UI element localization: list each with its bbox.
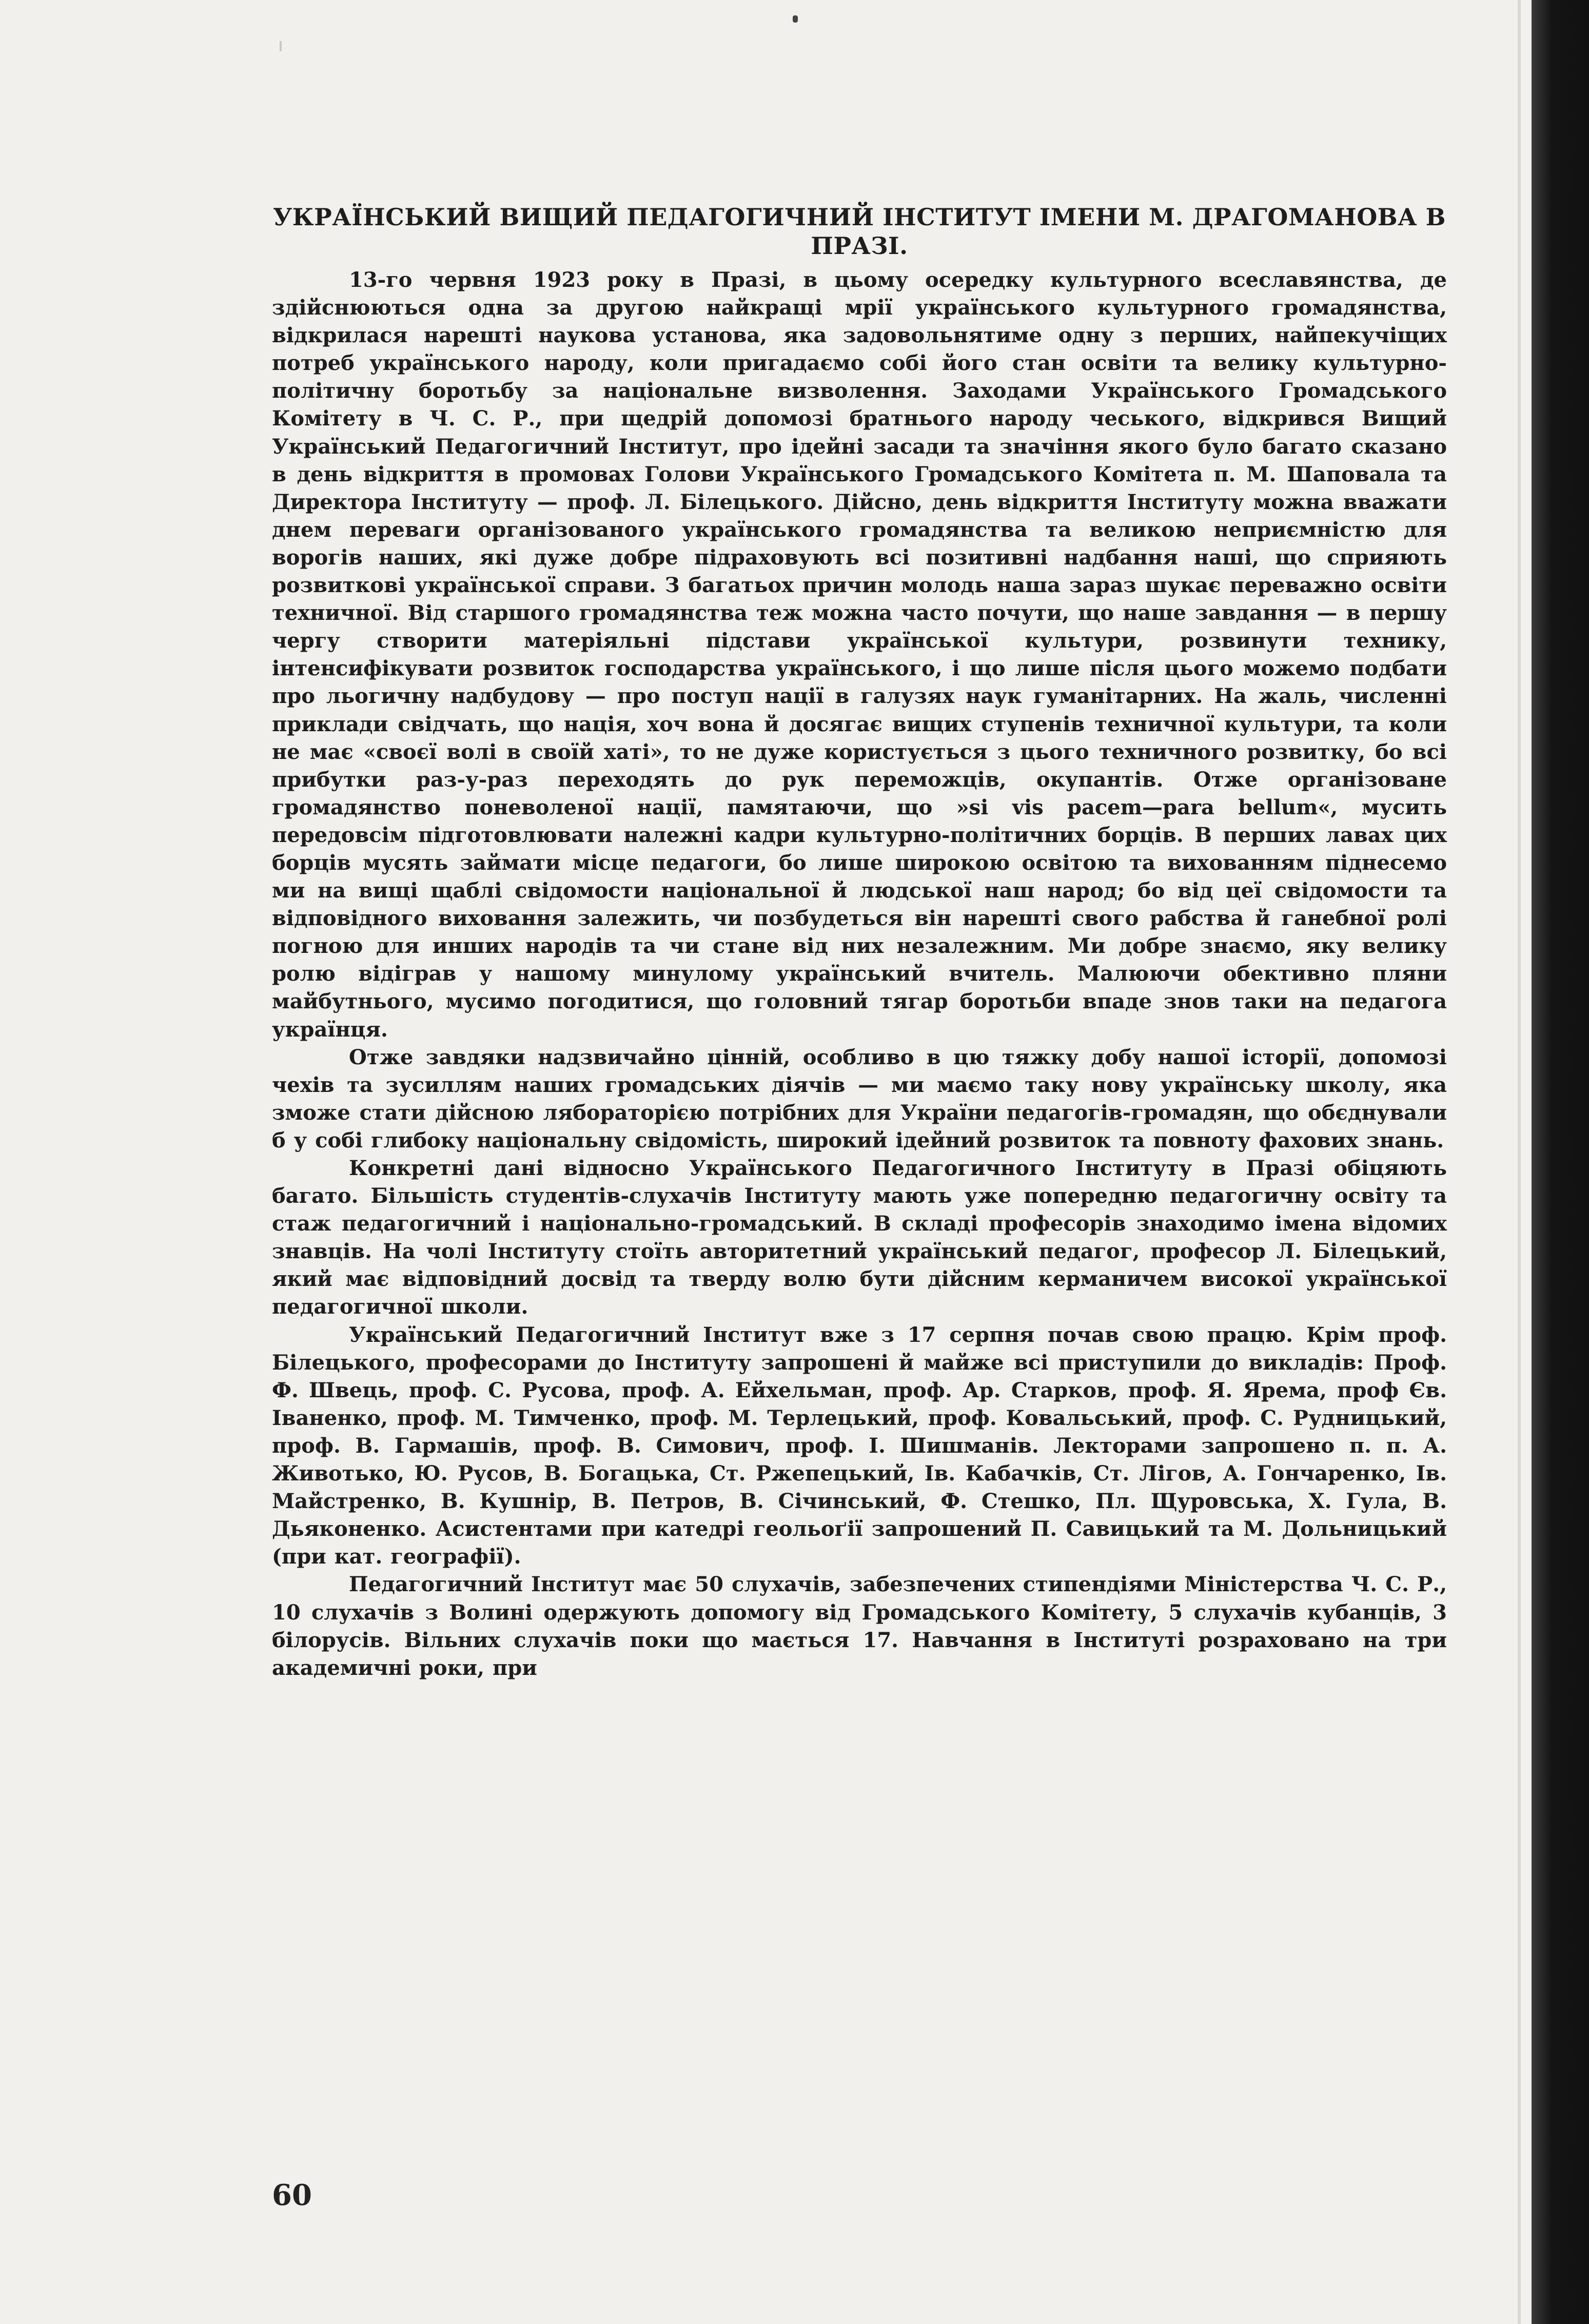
ink-speck — [793, 15, 798, 23]
page-mark — [280, 41, 282, 51]
scan-border — [1532, 0, 1589, 2324]
article — [272, 203, 1447, 1682]
paragraph-1: 13-го червня 1923 року в Празі, в цьому осередку культурного всеславянства, де здійснюються одна за другою найкращі мрії українського культурного громадянства, відкрилася нарешті наукова установа, яка задовольнятиме одну з перших, найпекучіщих потреб українського народу, коли пригадаємо собі його стан освіти та велику культурно-політичну боротьбу за національне визволення. Заходами Українського Громадського Комітету в Ч. С. Р., при щедрій допомозі братнього народу чеського, відкрився Вищий Український Педагогичний Інститут, про ідейні засади та значіння якого було багато сказано в день відкриття в промовах Голови Українського Громадського Комітета п. М. Шаповала та Директора Інституту — проф. Л. Білецького. Дійсно, день відкриття Інституту можна вважати днем переваги організованого українського громадянства та великою неприємністю для ворогів наших, які дуже добре підраховують всі позитивні надбання наші, що сприяють розвиткові української справи. З багатьох причин молодь наша зараз шукає переважно освіти техничної. Від старшого громадянства теж можна часто почути, що наше завдання — в першу чергу створити матеріяльні підстави української культури, розвинути технику, інтенсифікувати розвиток господарства українського, і що лише після цього можемо подбати про льогичну надбудову — про поступ нації в галузях наук гуманітарних. На жаль, численні приклади свідчать, що нація, хоч вона й досягає вищих ступенів техничної культури, та коли не має «своєї волі в своїй хаті», то не дуже користується з цього техничного розвитку, бо всі прибутки раз-у-раз переходять до рук переможців, окупантів. Отже організоване громадянство поневоленої нації, памятаючи, що »si vis pacem—para bellum«, мусить передовсім підготовлювати належні кадри культурно-політичних борців. В перших лавах цих борців мусять займати місце педагоги, бо лише широкою освітою та вихованням піднесемо ми на вищі щаблі свідомости національної й людської наш народ; бо від цеї свідомости та відповідного виховання залежить, чи позбудеться він нарешті свого рабства й ганебної ролі погною для инших народів та чи стане від них незалежним. Ми добре знаємо, яку велику ролю відіграв у нашому минулому український вчитель. Малюючи обективно пляни майбутнього, мусимо погодитися, що головний тягар боротьби впаде знов таки на педагога українця. — [272, 268, 1447, 1042]
page-number: 60 — [272, 2178, 312, 2212]
paragraph-4: Український Педагогичний Інститут вже з 17 серпня почав свою працю. Крім проф. Білецького, професорами до Інституту запрошені й майже всі приступили до викладів: Проф. Ф. Швець, проф. С. Русова, проф. А. Ейхельман, проф. Ар. Старков, проф. Я. Ярема, проф Єв. Іваненко, проф. М. Тимченко, проф. М. Терлецький, проф. Ковальський, проф. С. Рудницький, проф. В. Гармашів, проф. В. Симович, проф. І. Шишманів. Лекторами запрошено п. п. А. Животько, Ю. Русов, В. Богацька, Ст. Ржепецький, Ів. Кабачків, Ст. Лігов, А. Гончаренко, Ів. Майстренко, В. Кушнір, В. Петров, В. Січинський, Ф. Стешко, Пл. Щуровська, Х. Гула, В. Дьяконенко. Асистентами при катедрі геольоґії запрошений П. Савицький та М. Дольницький (при кат. географії). — [272, 1322, 1447, 1569]
page-edge-line — [1518, 0, 1521, 2324]
paragraph-3: Конкретні дані відносно Українського Педагогичного Інституту в Празі обіцяють багато. Більшість студентів-слухачів Інституту мають уже попередню педагогичну освіту та стаж педагогичний і національно-громадський. В складі професорів знаходимо імена відомих знавців. На чолі Інституту стоїть авторитетний український педагог, професор Л. Білецький, який має відповідний досвід та тверду волю бути дійсним керманичем високої української педагогичної школи. — [272, 1156, 1447, 1319]
paragraph-5: Педагогичний Інститут має 50 слухачів, забезпечених стипендіями Міністерства Ч. С. Р., 10 слухачів з Волині одержують допомогу від Громадського Комітету, 5 слухачів кубанців, 3 білорусів. Вільних слухачів поки що мається 17. Навчання в Інституті розраховано на три академичні роки, при — [272, 1572, 1447, 1680]
article-title: УКРАЇНСЬКИЙ ВИЩИЙ ПЕДАГОГИЧНИЙ ІНСТИТУТ ІМЕНИ М. ДРАГОМАНОВА В ПРАЗІ. — [272, 203, 1446, 260]
paragraph-2: Отже завдяки надзвичайно цінній, особливо в цю тяжку добу нашої історії, допомозі чехів та зусиллям наших громадських діячів — ми маємо таку нову українську школу, яка зможе стати дійсною лябораторією потрібних для України педагогів-громадян, що обєднували б у собі глибоку національну свідомість, широкий ідейний розвиток та повноту фахових знань. — [272, 1045, 1447, 1153]
